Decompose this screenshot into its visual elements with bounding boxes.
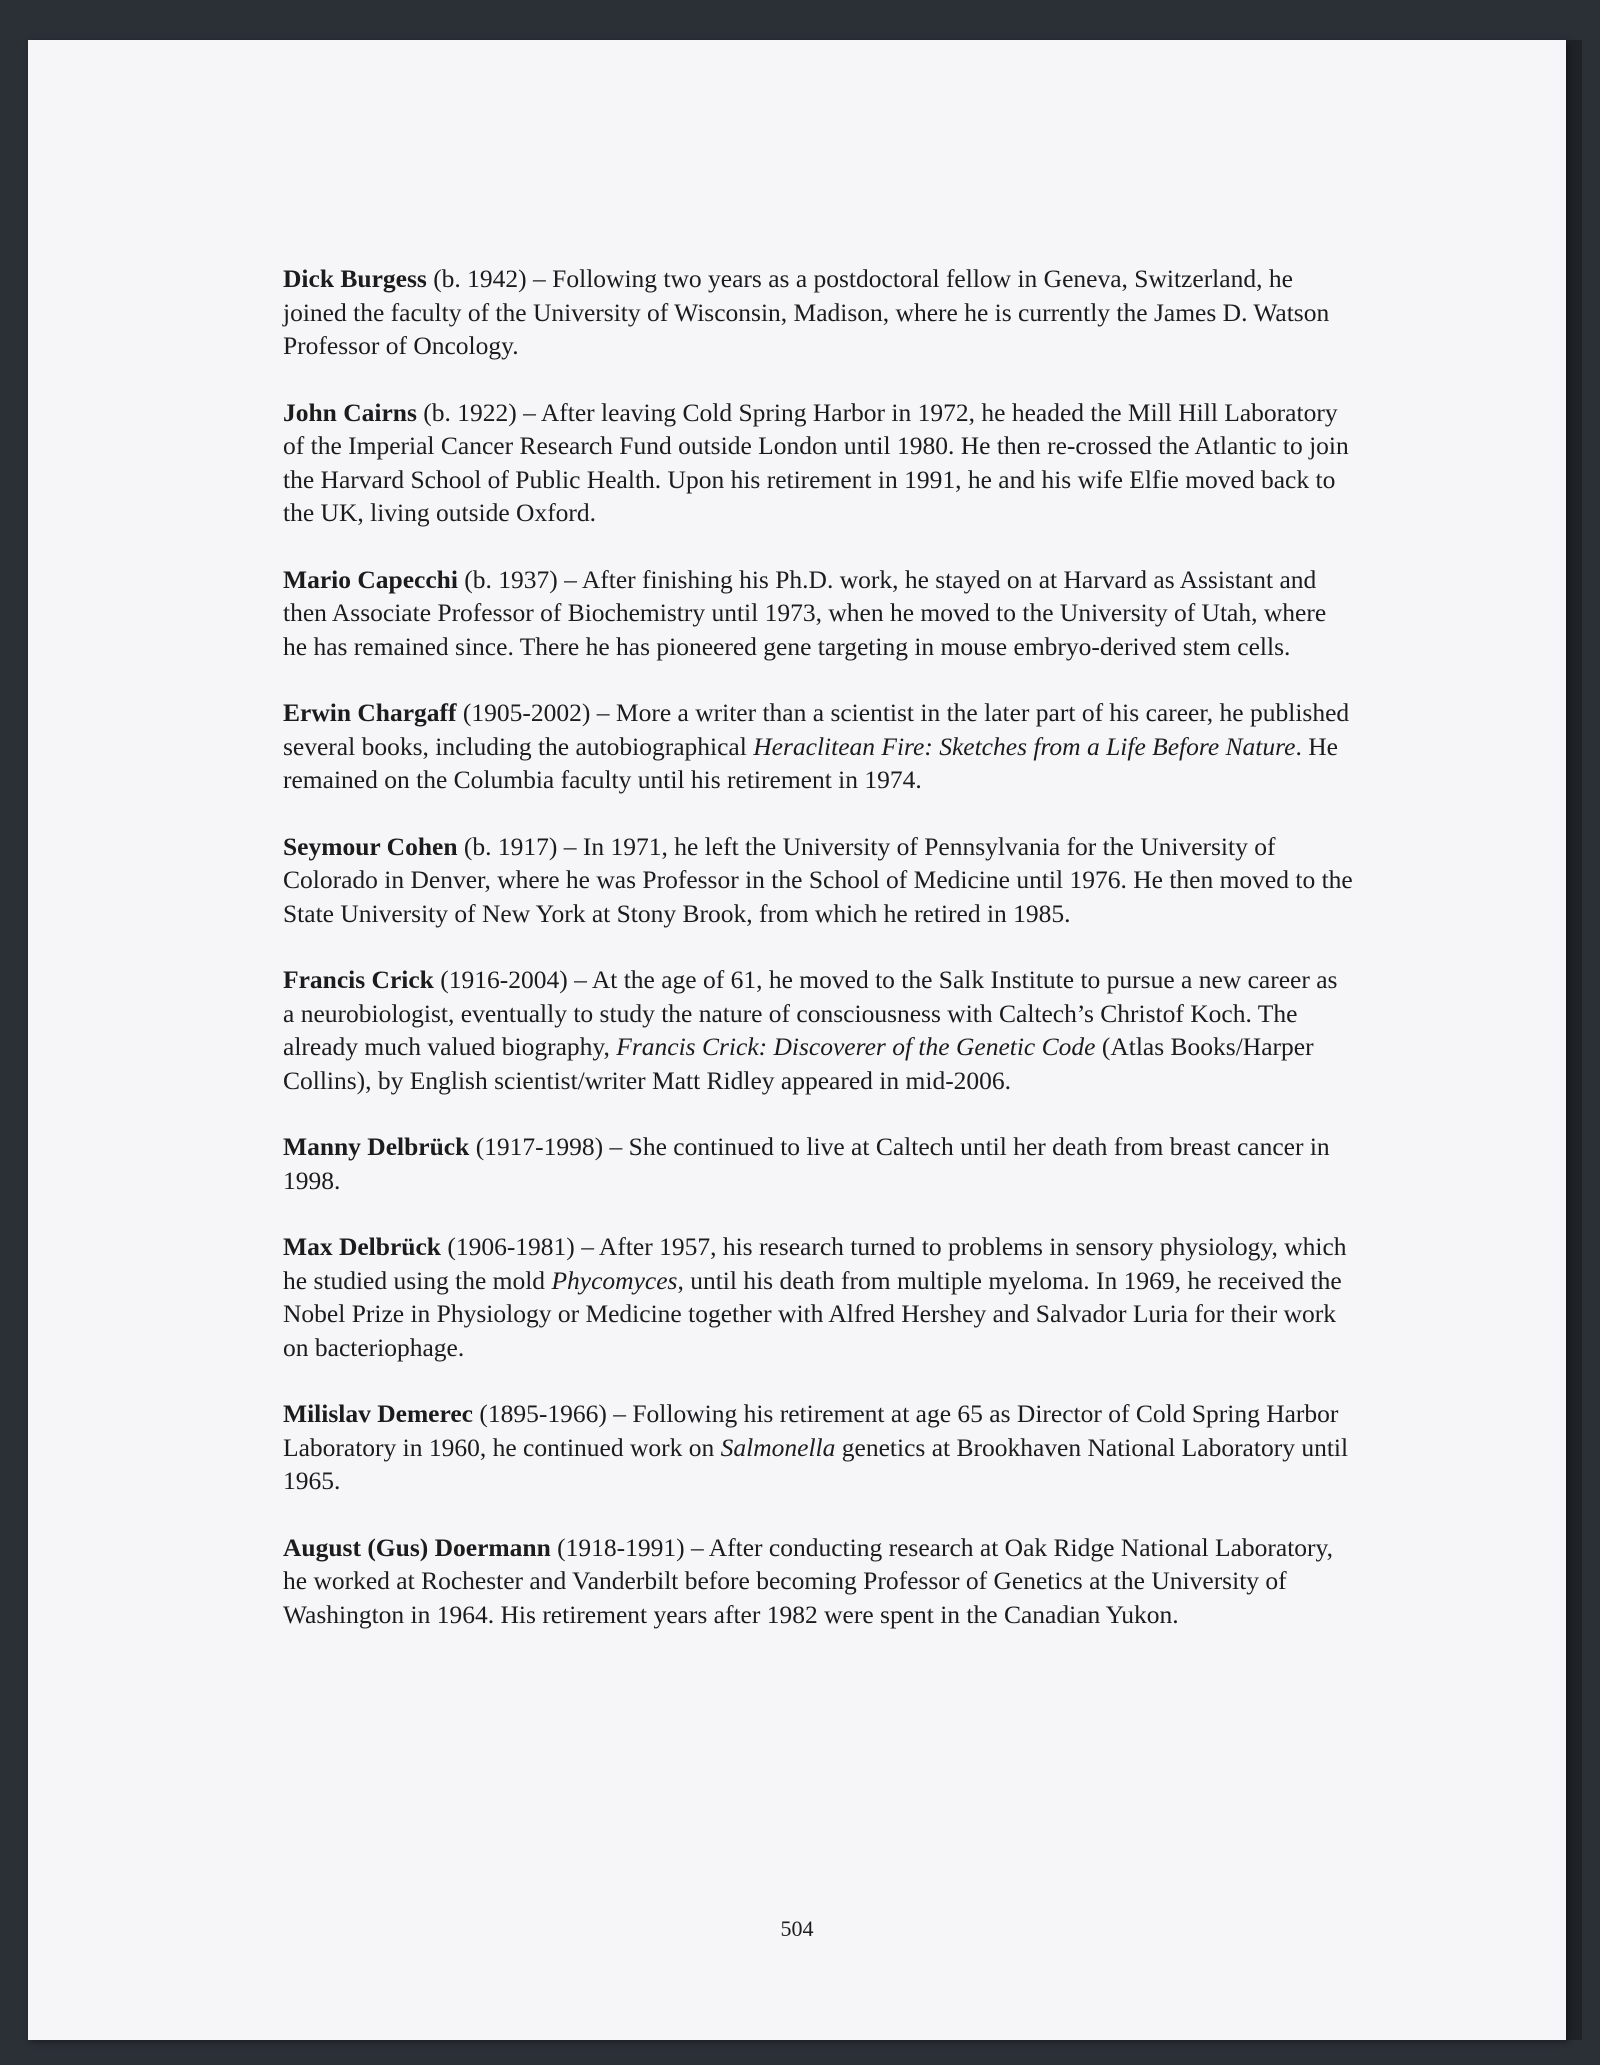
entry-john-cairns	[283, 396, 1353, 530]
entry-name: Max Delbrück	[283, 1232, 441, 1261]
entry-separator: –	[557, 831, 583, 861]
entry-separator: –	[590, 698, 616, 727]
entry-name: Erwin Chargaff	[283, 698, 457, 727]
entry-dates: (b. 1917)	[463, 831, 558, 861]
entry-name: Manny Delbrück	[283, 1132, 470, 1161]
entry-dates: (b. 1942)	[433, 264, 527, 293]
entry-name: Seymour Cohen	[283, 831, 458, 861]
page-number: 504	[780, 1916, 814, 1941]
entry-francis-crick	[283, 963, 1353, 1097]
entry-dates: (1905-2002)	[462, 698, 591, 727]
entry-name: Mario Capecchi	[283, 564, 458, 594]
entry-text: After leaving Cold Spring Harbor in 1972, he headed the Mill Hill Laboratory of the Imperial Cancer Research Fund outside London until 1980. He then re-crossed the Atlantic to join the Harvard School of Public Health. Upon his retirement in 1991, he and his wife Elfie moved back to the UK, living outside Oxford.	[283, 397, 1349, 527]
background-edge	[1566, 40, 1582, 2040]
entry-text: Following two years as a postdoctoral fellow in Geneva, Switzerland, he joined the faculty of the University of Wisconsin, Madison, where he is currently the James D. Watson Professor of Oncology.	[283, 264, 1330, 360]
entry-text: In 1971, he left the University of Pennsylvania for the University of Colorado in Denver, where he was Professor in the School of Medicine until 1976. He then moved to the State University of New York at Stony Brook, from which he retired in 1985.	[283, 831, 1353, 928]
entry-erwin-chargaff	[283, 696, 1353, 797]
entry-separator: –	[557, 564, 582, 594]
entry-name: Milislav Demerec	[283, 1399, 473, 1428]
entry-separator: –	[567, 965, 592, 994]
entry-manny-delbruck	[283, 1130, 1353, 1197]
entry-text-continued: . He remained on the Columbia faculty until his retirement in 1974.	[283, 731, 1338, 794]
entry-dates: (1918-1991)	[557, 1532, 685, 1562]
entry-text: At the age of 61, he moved to the Salk Institute to pursue a new career as a neurobiologist, eventually to study the nature of consciousness with Caltech’s Christof Koch. The already much valued biography,	[283, 965, 1338, 1061]
entry-text: Following his retirement at age 65 as Director of Cold Spring Harbor Laboratory in 1960, he continued work on	[283, 1399, 1339, 1462]
entry-text: After conducting research at Oak Ridge National Laboratory, he worked at Rochester and Vanderbilt before becoming Professor of Genetics at the University of Washington in 1964. His retirement years after 1982 were spent in the Canadian Yukon.	[283, 1532, 1333, 1629]
entry-book-title: Heraclitean Fire: Sketches from a Life Before Nature	[753, 731, 1296, 761]
entry-separator: –	[574, 1232, 599, 1261]
entry-organism-name: Phycomyces	[551, 1265, 678, 1295]
entry-dates: (1906-1981)	[447, 1232, 575, 1261]
entry-text-continued: (Atlas Books/Harper Collins), by English scientist/writer Matt Ridley appeared in mid-2006.	[283, 1032, 1314, 1095]
entry-separator: –	[526, 264, 553, 293]
entry-milislav-demerec	[283, 1397, 1353, 1498]
entry-text: After finishing his Ph.D. work, he stayed on at Harvard as Assistant and then Associate Professor of Biochemistry until 1973, when he moved to the University of Utah, where he has remained since. There he has pioneered gene targeting in mouse embryo-derived stem cells.	[283, 564, 1327, 661]
entry-dates: (1917-1998)	[475, 1132, 604, 1161]
entry-mario-capecchi	[283, 563, 1353, 664]
entry-dates: (1916-2004)	[440, 965, 568, 994]
entry-max-delbruck	[283, 1230, 1353, 1364]
document-page	[28, 40, 1566, 2040]
entry-august-doermann	[283, 1531, 1353, 1632]
entry-dick-burgess	[283, 262, 1353, 363]
entry-text: More a writer than a scientist in the later part of his career, he published several books, including the autobiographical	[283, 698, 1350, 761]
entry-text: She continued to live at Caltech until her death from breast cancer in 1998.	[283, 1132, 1330, 1195]
entry-organism-name: Salmonella	[720, 1432, 836, 1462]
entry-book-title: Francis Crick: Discoverer of the Genetic Code	[616, 1032, 1096, 1061]
entry-name: Francis Crick	[283, 965, 434, 994]
entry-name: August (Gus) Doermann	[283, 1532, 551, 1562]
entry-text: After 1957, his research turned to problems in sensory physiology, which he studied using the mold	[283, 1232, 1347, 1295]
entry-dates: (1895-1966)	[479, 1399, 607, 1428]
entry-separator: –	[516, 397, 541, 427]
entry-name: John Cairns	[283, 397, 417, 427]
entry-separator: –	[684, 1532, 709, 1562]
entry-text-continued: , until his death from multiple myeloma. In 1969, he received the Nobel Prize in Physiology or Medicine together with Alfred Hershey and Salvador Luria for their work on bacteriophage.	[283, 1265, 1342, 1362]
entry-text-continued: genetics at Brookhaven National Laboratory until 1965.	[283, 1432, 1349, 1495]
biography-list	[283, 262, 1353, 1631]
entry-name: Dick Burgess	[283, 264, 427, 293]
entry-seymour-cohen	[283, 830, 1353, 931]
entry-dates: (b. 1937)	[464, 564, 558, 594]
entry-separator: –	[606, 1399, 633, 1428]
entry-separator: –	[603, 1132, 629, 1161]
entry-dates: (b. 1922)	[423, 397, 517, 427]
